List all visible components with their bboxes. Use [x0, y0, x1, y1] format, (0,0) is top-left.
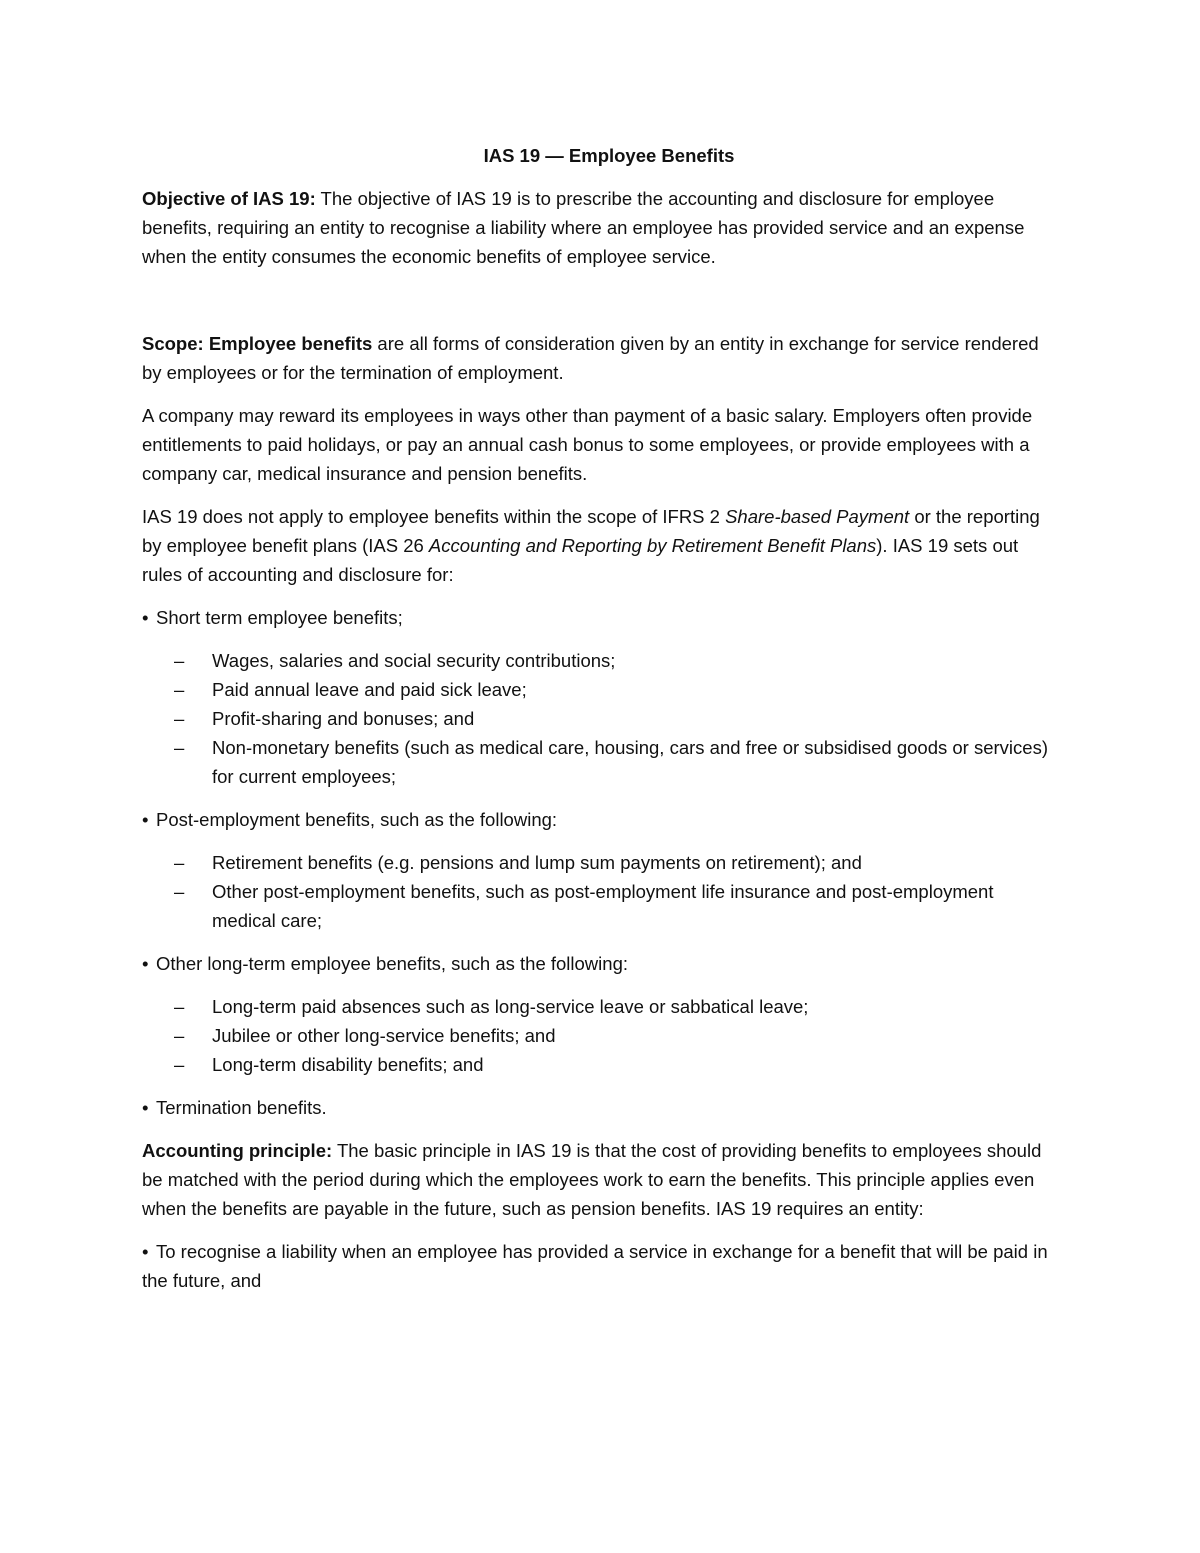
dash-icon: – [174, 679, 185, 700]
dash-icon: – [174, 737, 185, 758]
scope-p3-italic1: Share-based Payment [725, 506, 910, 527]
list-item-text: Paid annual leave and paid sick leave; [212, 679, 527, 700]
bullet-label: Short term employee benefits; [156, 607, 403, 628]
bullet-other-long-term [142, 949, 1060, 978]
list-item [142, 1021, 1060, 1050]
dash-icon: – [174, 708, 185, 729]
dash-icon: – [174, 1025, 185, 1046]
list-item-text: Non-monetary benefits (such as medical care, housing, cars and free or subsidised goods or services) for current employees; [212, 737, 1048, 787]
list-item-text: Wages, salaries and social security contributions; [212, 650, 616, 671]
list-item [142, 675, 1060, 704]
bullet-label: Other long-term employee benefits, such as the following: [156, 953, 628, 974]
list-item [142, 646, 1060, 675]
scope-text: are all forms of consideration given by an entity in exchange for service rendered by employees or for the termination of employment. [142, 333, 1039, 383]
bullet-icon: • [142, 809, 149, 830]
dash-icon: – [174, 996, 185, 1017]
dash-icon: – [174, 650, 185, 671]
objective-text: The objective of IAS 19 is to prescribe the accounting and disclosure for employee benefits, requiring an entity to recognise a liability where an employee has provided service and an expense when the entity consumes the economic benefits of employee service. [142, 188, 1025, 267]
objective-label: Objective of IAS 19: [142, 188, 316, 209]
document-body [142, 141, 1060, 1309]
principle-text: The basic principle in IAS 19 is that the cost of providing benefits to employees should be matched with the period during which the employees work to earn the benefits. This principle applies even when the benefits are payable in the future, such as pension benefits. IAS 19 requires an entity: [142, 1140, 1042, 1219]
scope-term: Employee benefits [203, 333, 373, 354]
bullet-label: Termination benefits. [156, 1097, 327, 1118]
list-item-text: Long-term paid absences such as long-service leave or sabbatical leave; [212, 996, 809, 1017]
dash-icon: – [174, 1054, 185, 1075]
list-item-text: Long-term disability benefits; and [212, 1054, 484, 1075]
bullet-short-term [142, 603, 1060, 632]
list-item-text: Retirement benefits (e.g. pensions and lump sum payments on retirement); and [212, 852, 862, 873]
list-item [142, 877, 1060, 935]
dash-icon: – [174, 852, 185, 873]
bullet-label: To recognise a liability when an employee has provided a service in exchange for a benefit that will be paid in the future, and [142, 1241, 1048, 1291]
list-item [142, 733, 1060, 791]
bullet-icon: • [142, 1241, 149, 1262]
bullet-icon: • [142, 607, 149, 628]
bullet-icon: • [142, 953, 149, 974]
scope-label: Scope: [142, 333, 204, 354]
list-item-text: Profit-sharing and bonuses; and [212, 708, 475, 729]
short-term-list [142, 646, 1060, 791]
bullet-post-employment [142, 805, 1060, 834]
list-item [142, 1050, 1060, 1079]
list-item-text: Jubilee or other long-service benefits; and [212, 1025, 556, 1046]
bullet-requirement-1 [142, 1237, 1060, 1295]
other-long-term-list [142, 992, 1060, 1079]
principle-paragraph [142, 1136, 1060, 1223]
list-item-text: Other post-employment benefits, such as post-employment life insurance and post-employment medical care; [212, 881, 994, 931]
bullet-icon: • [142, 1097, 149, 1118]
post-employment-list [142, 848, 1060, 935]
bullet-termination [142, 1093, 1060, 1122]
scope-paragraph [142, 329, 1060, 387]
list-item [142, 704, 1060, 733]
list-item [142, 848, 1060, 877]
objective-paragraph [142, 184, 1060, 271]
document-title: IAS 19 — Employee Benefits [483, 145, 735, 166]
list-item [142, 992, 1060, 1021]
scope-p3-part2: or the reporting by employee benefit plans (IAS 26 [142, 506, 1040, 556]
scope-p3-italic2: Accounting and Reporting by Retirement Benefit Plans [428, 535, 877, 556]
dash-icon: – [174, 881, 185, 902]
scope-p3-part1: IAS 19 does not apply to employee benefits within the scope of IFRS 2 [142, 506, 726, 527]
scope-paragraph-3 [142, 502, 1060, 589]
bullet-label: Post-employment benefits, such as the following: [156, 809, 558, 830]
scope-p3-part3: ). IAS 19 sets out rules of accounting and disclosure for: [142, 535, 1019, 585]
principle-label: Accounting principle: [142, 1140, 333, 1161]
scope-paragraph-2: A company may reward its employees in ways other than payment of a basic salary. Employers often provide entitlements to paid holidays, or pay an annual cash bonus to some employees, or provide employees with a company car, medical insurance and pension benefits. [142, 405, 1033, 484]
